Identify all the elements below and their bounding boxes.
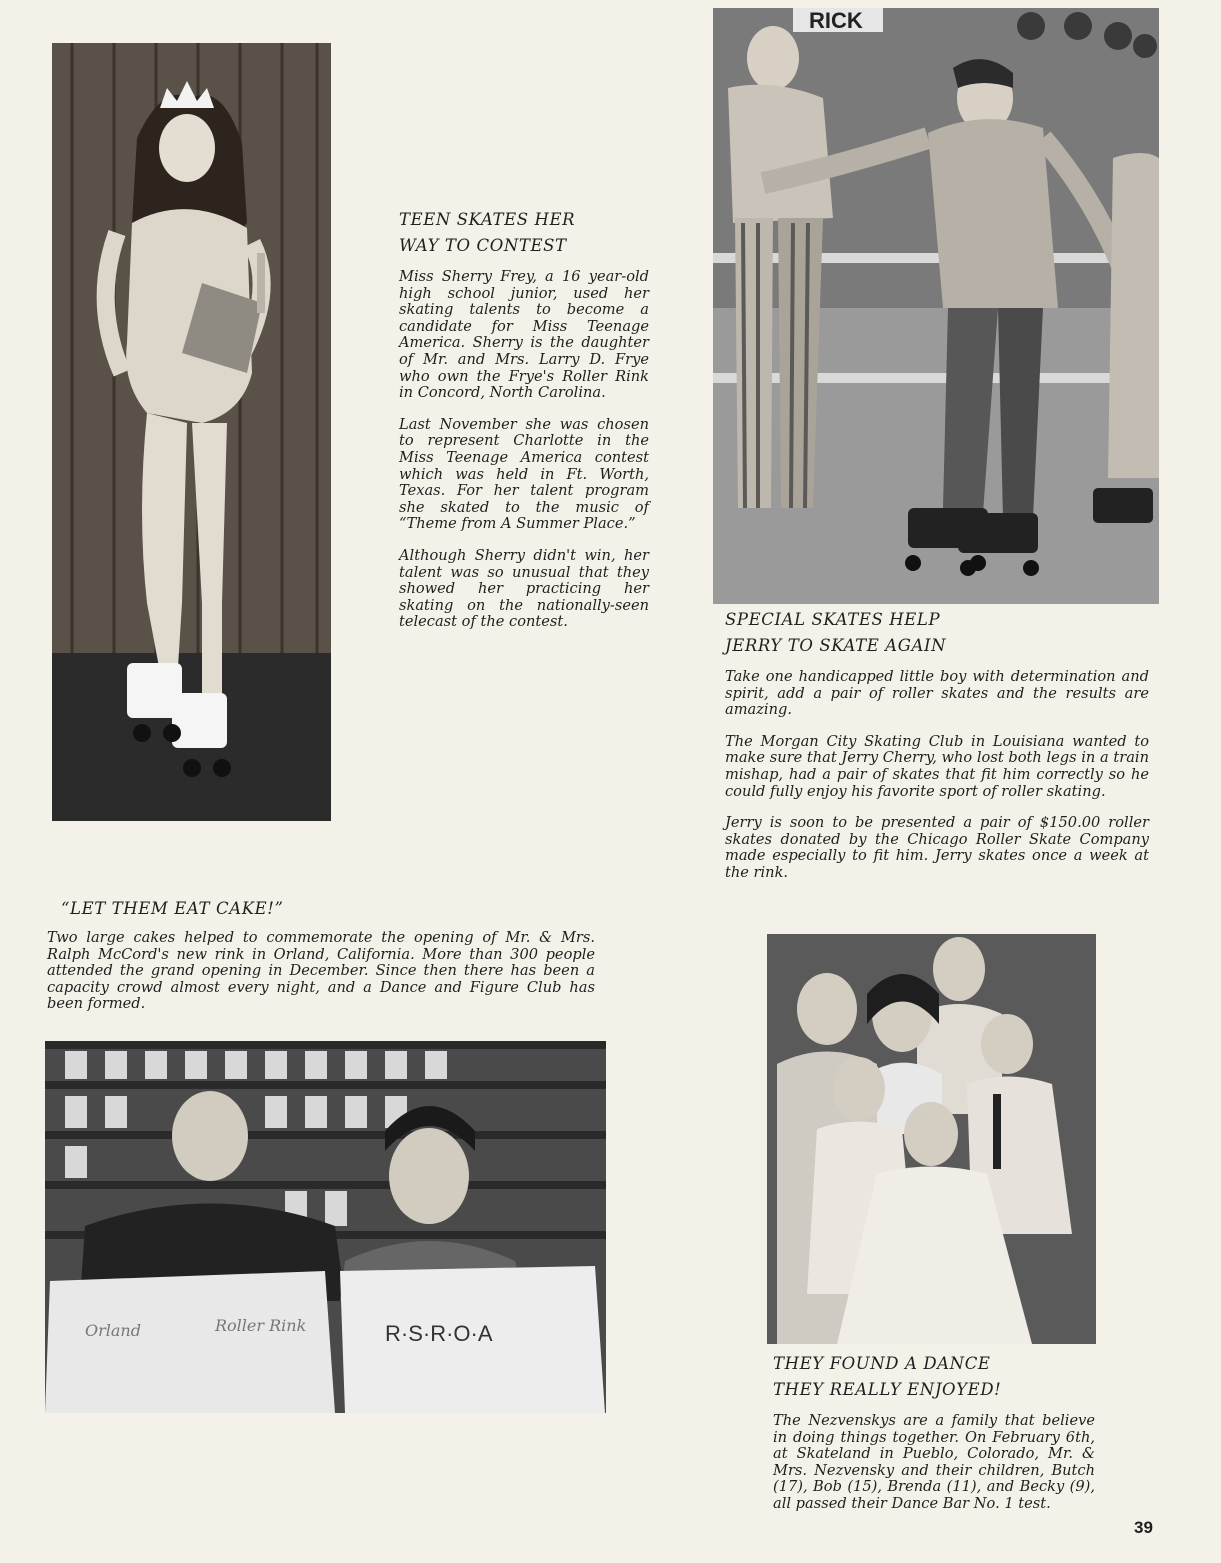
- page-number: 39: [1134, 1518, 1153, 1537]
- cake-middle-text: Roller Rink: [215, 1316, 307, 1335]
- cake-article: [47, 896, 595, 1028]
- cake-paragraph-1: Two large cakes helped to commemorate the opening of Mr. & Mrs. Ralph McCord's new rink in Orland, California. More than 300 people attended the grand opening in December. Since then there has been a capacity crowd almost every night, and a Dance and Figure Club has been formed.: [47, 929, 595, 1013]
- jerry-skates-headline-line-2: JERRY TO SKATE AGAIN: [725, 636, 947, 655]
- teen-skates-headline: [399, 207, 649, 259]
- teen-skates-headline-line-2: WAY TO CONTEST: [399, 236, 567, 255]
- rink-banner-text: RICK: [809, 8, 863, 33]
- jerry-skates-paragraph-1: Take one handicapped little boy with determination and spirit, add a pair of roller skates and the results are amazing.: [725, 668, 1149, 719]
- cake-headline: [61, 896, 595, 922]
- dance-headline-line-2: THEY REALLY ENJOYED!: [773, 1380, 1002, 1399]
- skater-portrait-photo: [52, 43, 331, 821]
- jerry-skates-paragraph-3: Jerry is soon to be presented a pair of $150.00 roller skates donated by the Chicago Roller Skate Company made especially to fit him. Jerry skates once a week at the rink.: [725, 814, 1149, 881]
- dance-article: [773, 1351, 1095, 1528]
- boy-skating-photo: [713, 8, 1159, 604]
- dance-headline-line-1: THEY FOUND A DANCE: [773, 1354, 991, 1373]
- jerry-skates-headline-line-1: SPECIAL SKATES HELP: [725, 610, 941, 629]
- cake-left-text: Orland: [85, 1321, 141, 1340]
- jerry-skates-headline: [725, 607, 1149, 659]
- jerry-skates-article: [725, 607, 1149, 897]
- cake-headline-line-1: “LET THEM EAT CAKE!”: [61, 899, 284, 918]
- teen-skates-paragraph-3: Although Sherry didn't win, her talent was so unusual that they showed her practicing her skating on the nationally-seen telecast of the contest.: [399, 546, 649, 631]
- dance-paragraph-1: The Nezvenskys are a family that believe in doing things together. On February 6th, at Skateland in Pueblo, Colorado, Mr. & Mrs. Nezvensky and their children, Butch (17), Bob (15), Brenda (11), and Becky (9), all passed their Dance Bar No. 1 test.: [773, 1412, 1095, 1512]
- teen-skates-paragraph-1: Miss Sherry Frey, a 16 year-old high school junior, used her skating talents to become a candidate for Miss Teenage America. Sherry is the daughter of Mr. and Mrs. Larry D. Frye who own the Frye's Roller Rink in Concord, North Carolina.: [399, 268, 649, 402]
- dance-headline: [773, 1351, 1095, 1403]
- teen-skates-article: [399, 207, 649, 646]
- cake-right-text: R·S·R·O·A: [385, 1321, 493, 1346]
- jerry-skates-paragraph-2: The Morgan City Skating Club in Louisiana wanted to make sure that Jerry Cherry, who lost both legs in a train mishap, had a pair of skates that fit him correctly so he could fully enjoy his favorite sport of roller skating.: [725, 732, 1149, 800]
- teen-skates-paragraph-2: Last November she was chosen to represent Charlotte in the Miss Teenage America contest which was held in Ft. Worth, Texas. For her talent program she skated to the music of “Theme from A Summer Place.”: [399, 415, 649, 533]
- cake-couple-photo: [45, 1041, 606, 1413]
- family-photo: [767, 934, 1096, 1344]
- teen-skates-headline-line-1: TEEN SKATES HER: [399, 210, 576, 229]
